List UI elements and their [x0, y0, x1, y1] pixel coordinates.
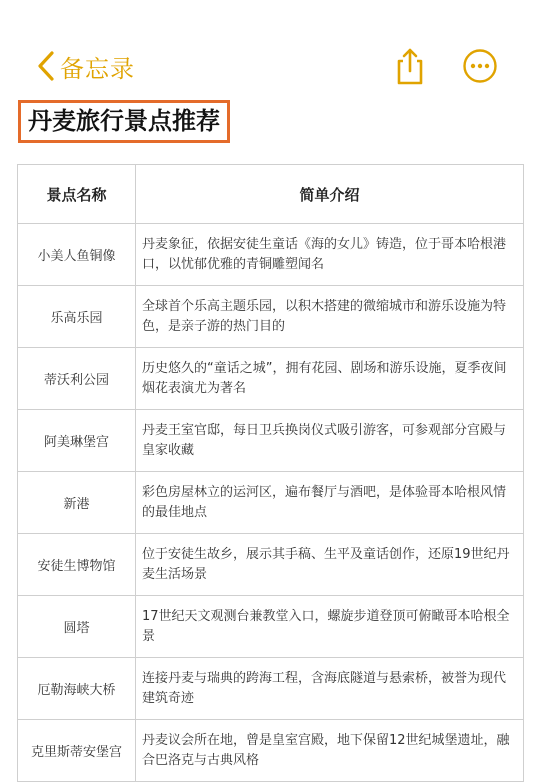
table-row	[18, 348, 524, 410]
back-button[interactable]	[36, 46, 135, 86]
attraction-description: 彩色房屋林立的运河区，遍布餐厅与酒吧，是体验哥本哈根风情的最佳地点	[136, 472, 524, 534]
attraction-description: 丹麦象征，依据安徒生童话《海的女儿》铸造，位于哥本哈根港口，以忧郁优雅的青铜雕塑闻名	[136, 224, 524, 286]
table-row	[18, 658, 524, 720]
table-row	[18, 224, 524, 286]
attraction-description: 全球首个乐高主题乐园，以积木搭建的微缩城市和游乐设施为特色，是亲子游的热门目的	[136, 286, 524, 348]
table-row	[18, 286, 524, 348]
chevron-left-icon	[36, 50, 56, 82]
attraction-name: 小美人鱼铜像	[18, 224, 136, 286]
navigation-bar	[0, 40, 540, 92]
attraction-name: 安徒生博物馆	[18, 534, 136, 596]
column-header-intro: 简单介绍	[136, 165, 524, 224]
attraction-name: 蒂沃利公园	[18, 348, 136, 410]
attraction-name: 新港	[18, 472, 136, 534]
note-title: 丹麦旅行景点推荐	[28, 107, 220, 135]
attraction-name: 乐高乐园	[18, 286, 136, 348]
attraction-description: 丹麦议会所在地，曾是皇室宫殿，地下保留12世纪城堡遗址，融合巴洛克与古典风格	[136, 720, 524, 782]
table-header-row	[18, 165, 524, 224]
more-button[interactable]	[462, 48, 498, 84]
share-icon	[394, 46, 426, 86]
more-icon	[462, 48, 498, 84]
attraction-name: 阿美琳堡宫	[18, 410, 136, 472]
attraction-name: 克里斯蒂安堡宫	[18, 720, 136, 782]
attraction-description: 17世纪天文观测台兼教堂入口，螺旋步道登顶可俯瞰哥本哈根全景	[136, 596, 524, 658]
back-label: 备忘录	[60, 54, 135, 83]
share-button[interactable]	[394, 46, 426, 86]
attraction-name: 圆塔	[18, 596, 136, 658]
table-row	[18, 720, 524, 782]
table-row	[18, 472, 524, 534]
attraction-description: 位于安徒生故乡，展示其手稿、生平及童话创作，还原19世纪丹麦生活场景	[136, 534, 524, 596]
table-row	[18, 534, 524, 596]
note-title-box	[18, 100, 230, 143]
attraction-description: 丹麦王室官邸，每日卫兵换岗仪式吸引游客，可参观部分宫殿与皇家收藏	[136, 410, 524, 472]
attraction-name: 厄勒海峡大桥	[18, 658, 136, 720]
attraction-description: 连接丹麦与瑞典的跨海工程，含海底隧道与悬索桥，被誉为现代建筑奇迹	[136, 658, 524, 720]
table-row	[18, 410, 524, 472]
table-row	[18, 596, 524, 658]
column-header-name: 景点名称	[18, 165, 136, 224]
attractions-table	[17, 164, 524, 782]
attraction-description: 历史悠久的“童话之城”，拥有花园、剧场和游乐设施，夏季夜间烟花表演尤为著名	[136, 348, 524, 410]
